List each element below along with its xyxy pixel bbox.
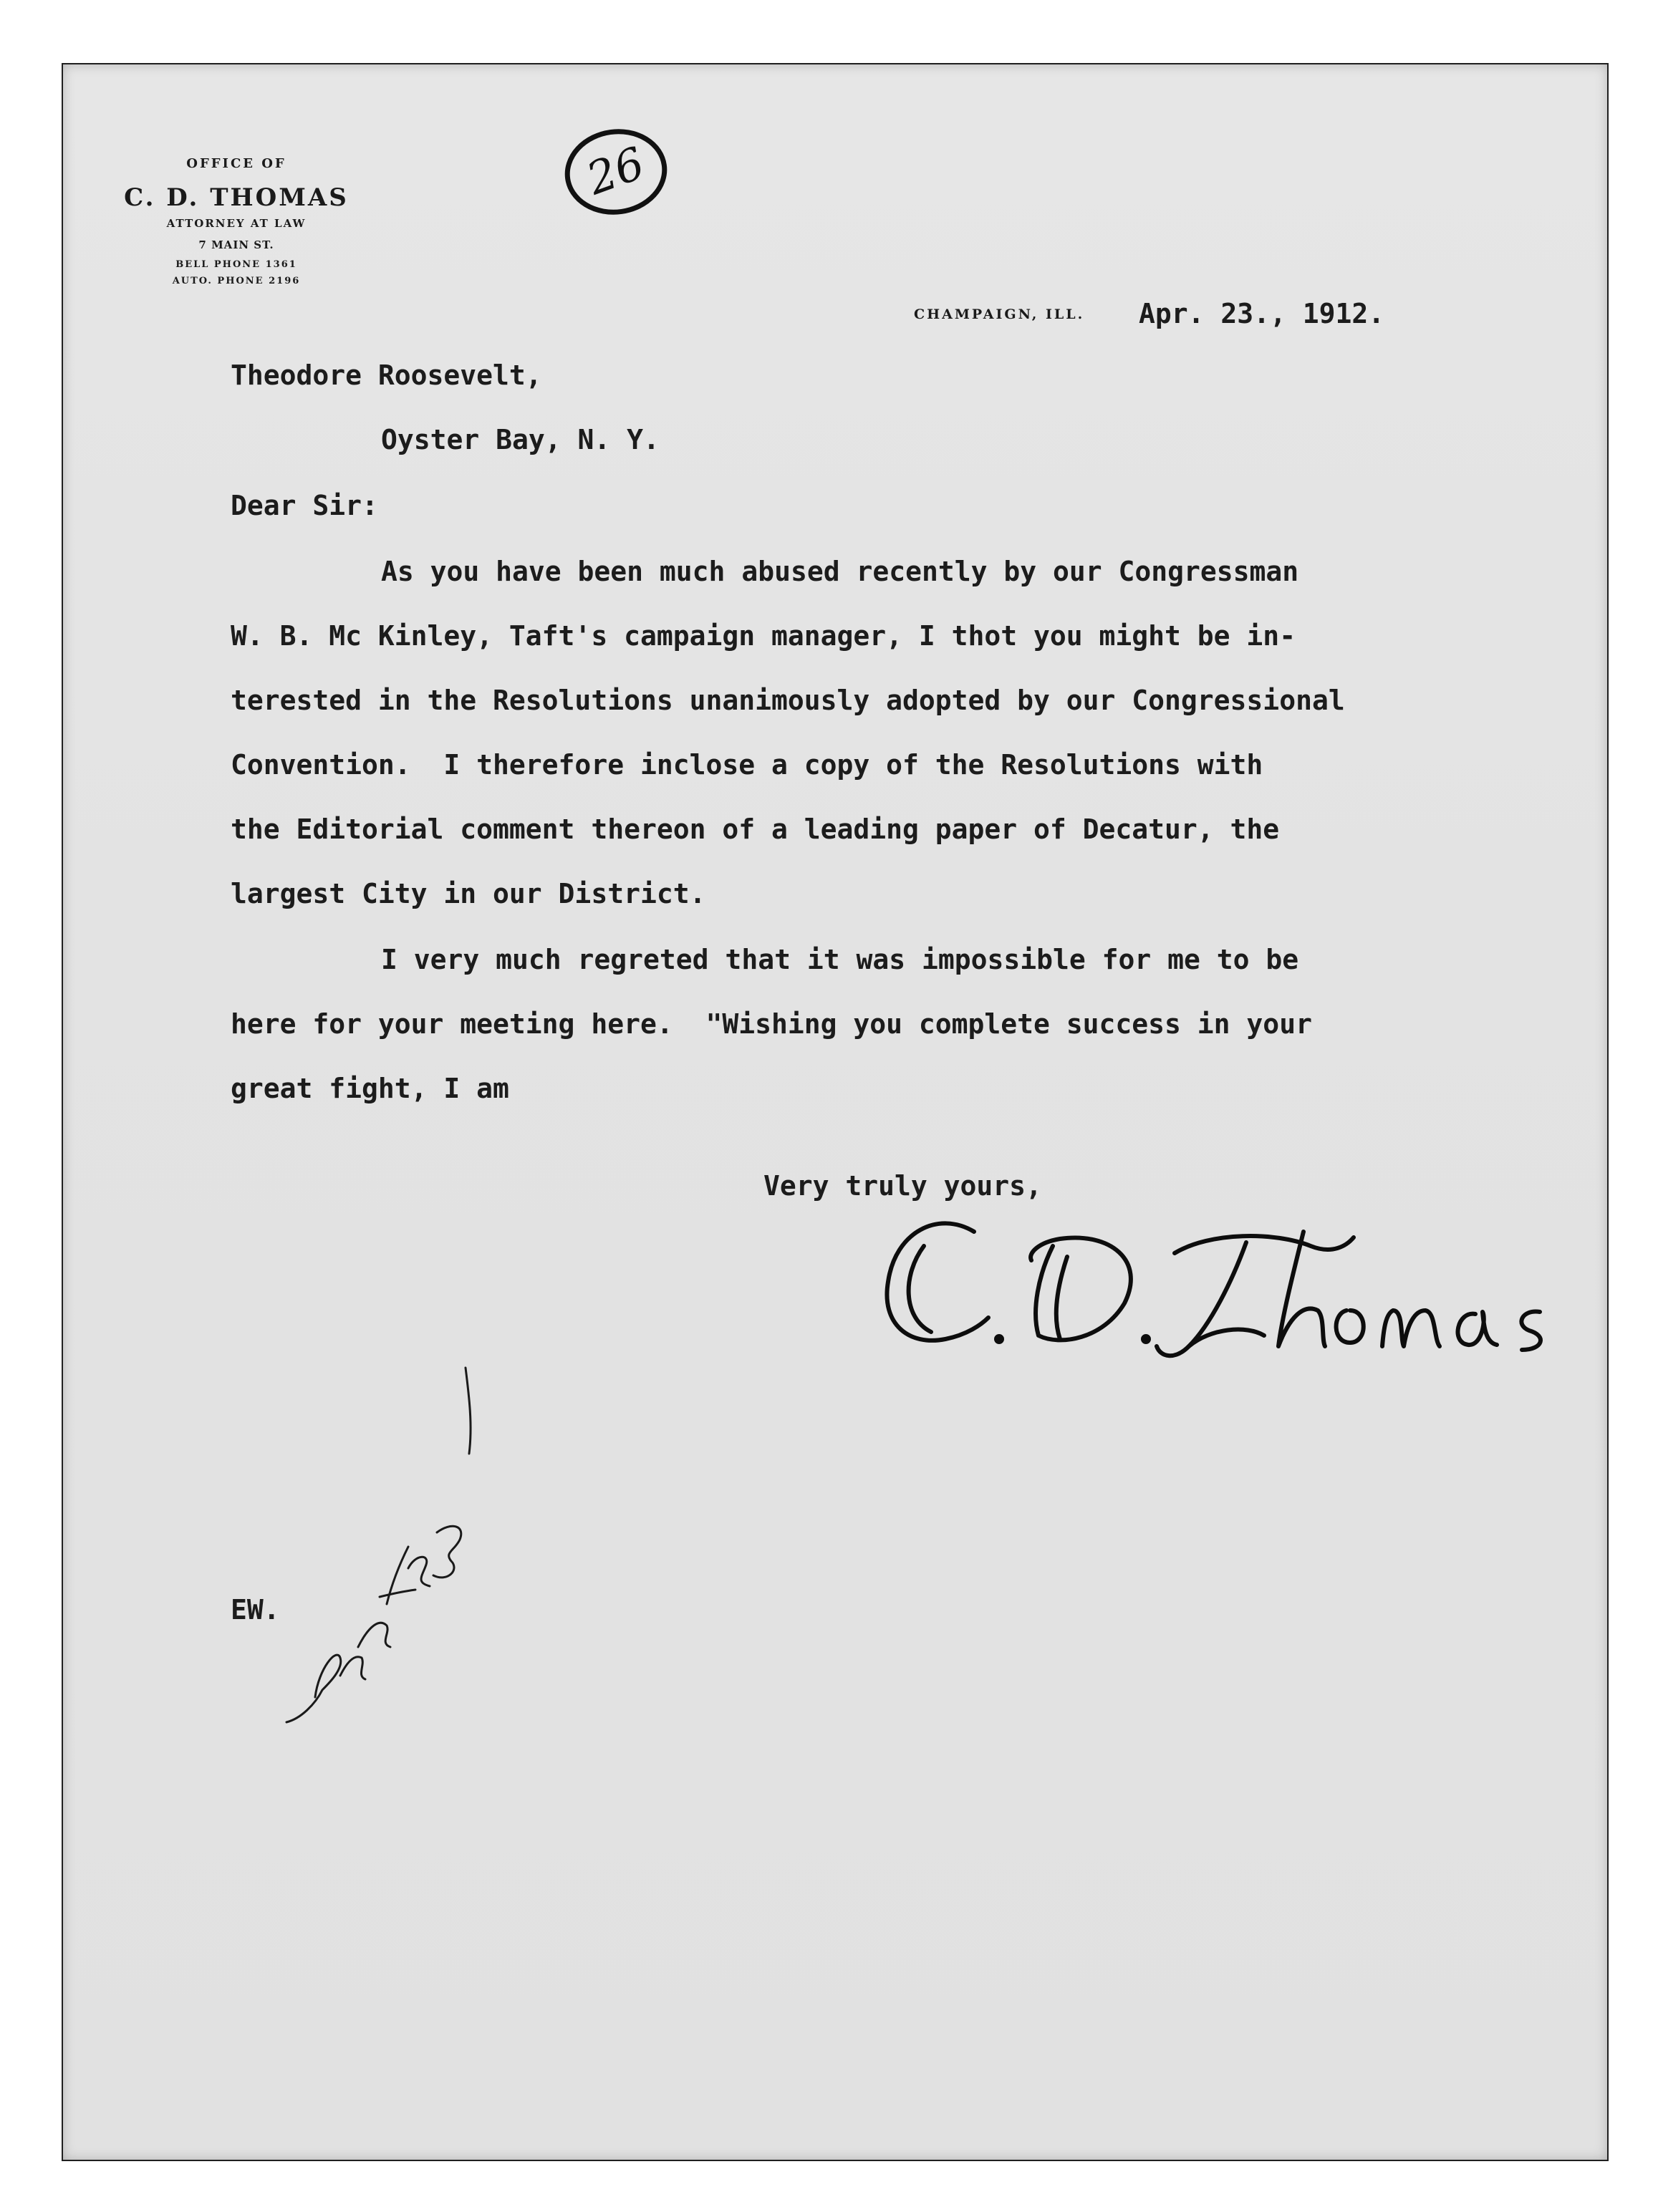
letterhead-title: ATTORNEY AT LAW bbox=[166, 217, 307, 230]
body-line: W. B. Mc Kinley, Taft's campaign manager, I thot you might be in- bbox=[231, 620, 1296, 652]
recipient-address: Oyster Bay, N. Y. bbox=[381, 424, 660, 455]
letterhead-name: C. D. THOMAS bbox=[124, 183, 349, 212]
stamp-number-text: 26 bbox=[579, 136, 652, 206]
letter-place: CHAMPAIGN, ILL. bbox=[914, 306, 1085, 322]
circled-number-stamp bbox=[559, 120, 673, 221]
letterhead-office-of: OFFICE OF bbox=[186, 156, 286, 171]
body-line: Convention. I therefore inclose a copy of the Resolutions with bbox=[231, 749, 1263, 781]
body-line: great fight, I am bbox=[231, 1073, 509, 1104]
typist-initials: EW. bbox=[231, 1594, 280, 1626]
salutation: Dear Sir: bbox=[231, 490, 378, 521]
letterhead-auto-phone: AUTO. PHONE 2196 bbox=[172, 276, 301, 286]
handwritten-note bbox=[272, 1361, 516, 1733]
recipient-name: Theodore Roosevelt, bbox=[231, 359, 542, 391]
letterhead-bell-phone: BELL PHONE 1361 bbox=[175, 259, 297, 270]
body-line: As you have been much abused recently by our Congressman bbox=[381, 556, 1299, 587]
letter-date: Apr. 23., 1912. bbox=[1139, 298, 1385, 329]
letterhead-address: 7 MAIN ST. bbox=[198, 238, 274, 251]
body-line: I very much regreted that it was impossible for me to be bbox=[381, 944, 1299, 975]
handwritten-signature bbox=[874, 1203, 1590, 1382]
closing: Very truly yours, bbox=[763, 1170, 1042, 1202]
body-line: the Editorial comment thereon of a leading paper of Decatur, the bbox=[231, 813, 1280, 845]
body-line: here for your meeting here. "Wishing you complete success in your bbox=[231, 1008, 1312, 1040]
body-line: terested in the Resolutions unanimously adopted by our Congressional bbox=[231, 685, 1345, 716]
body-line: largest City in our District. bbox=[231, 878, 706, 909]
